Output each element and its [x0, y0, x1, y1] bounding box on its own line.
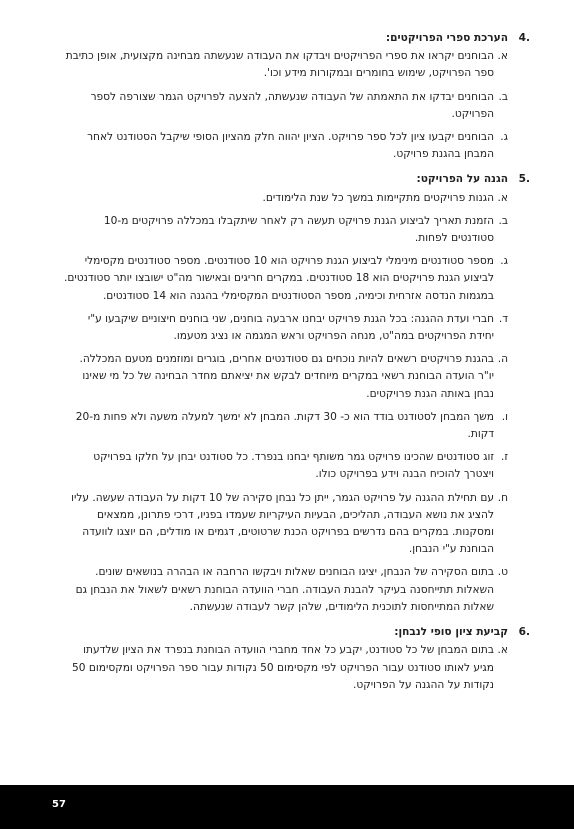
list-item-text: בתום המבחן של כל סטודנט, יקבע כל אחד מחברי הוועדה הבוחנת בנפרד את הציון שלדעתו מגיע לאותו סטודנט עבור הפרויקט לפי מקסימום 50 נקודות עבור ספר הפרויקט ומקסימום 50 נקודות על ההגנה על הפרויקט. [71, 644, 494, 691]
list-item-text: הבוחנים יקבעו ציון לכל ספר פרויקט. הציון יהווה חלק מהציון הסופי שיקבל הסטודנט לאחר המבחן בהגנת פרויקט. [87, 131, 494, 161]
list-item-text: בתום הסקירה של הנבחן, יציגו הבוחנים שאלות ויבקשו הרחבה או הבהרה בנושאים שונים. השאלות תתייחסנה בעיקר להבנת העבודה. חברי הוועדה הבוחנת רשאים לשאול את הנבחן גם שאלות המתייחסות לתוכנית הלימודים, שלהן קשר לעבודה שנעשתה. [75, 566, 494, 613]
list-item-text: חברי ועדת ההגנה: בכל הגנת פרויקט יבחנו ארבעה בוחנים, שני בוחנים חיצוניים שיקבעו ע"י יחידת הפרויקטים במה"ט, מנחה הפרויקט וראש המגמה או נציג מטעמו. [87, 312, 494, 343]
list-item [64, 253, 508, 305]
list-item [64, 564, 508, 616]
list-item [64, 409, 508, 443]
section [64, 30, 530, 163]
list-item-text: הבוחנים יקראו את ספרי הפרויקטים ויבדקו את העבודה שנעשתה מבחינה מקצועית, אופן כתיבת ספר הפרויקט, שימוש בחומרים ובמקורות מידע וכו'. [65, 50, 494, 80]
list-item [64, 129, 508, 163]
section-number: .6 [518, 626, 530, 639]
document-body [63, 30, 530, 702]
list-item [64, 311, 508, 345]
list-marker: ט. [497, 566, 508, 579]
list-item [64, 351, 508, 403]
section-title: הערכת ספרי הפרויקטים: [385, 32, 508, 44]
section-heading [64, 30, 530, 47]
section [63, 171, 530, 616]
list-marker: א. [497, 50, 508, 63]
list-item [64, 213, 508, 247]
list-marker: ג. [500, 255, 508, 268]
list-item-text: הזמנת תאריך לביצוע הגנת פרויקט תעשה רק לאחר שיתקבלו במכללה פרויקטים מ-10 סטודנטים לפחות. [103, 214, 494, 245]
section-title: קביעת ציון סופי לנבחן: [394, 626, 508, 639]
section-number: .5 [518, 173, 530, 186]
list-marker: ז. [500, 451, 508, 464]
list-item-text: הבוחנים יבדקו את התאמתה של העבודה שנעשתה, להצעה לפרויקט הגמר שצורפה לספר הפרויקט. [90, 90, 494, 120]
list-marker: ה. [497, 353, 508, 366]
list-marker: ג. [500, 131, 508, 144]
section-number: .4 [518, 32, 530, 44]
list-item-text: זוג סטודנטים שהכינו פרויקט גמר משותף יבחנו בנפרד. כל סטודנט יבחן על חלקו בפרויקט ויצטרך להוכיח הבנה וידע בפרויקט כולו. [93, 451, 494, 481]
list-item [64, 490, 508, 559]
section-title: הגנה על הפרויקט: [416, 173, 508, 186]
list-item-text: הגנות פרויקטים מתקיימות במשך כל שנת הלימודים. [262, 191, 494, 204]
section-heading [64, 171, 530, 188]
list-item [64, 48, 508, 82]
list-item-text: בהגנת פרויקטים רשאים להיות נוכחים גם סטודנטים אחרים, בוגרים ומוזמנים מטעם המכללה. יו"ר הועדה הבוחנת רשאי במקרים מיוחדים לבקש את יציאתם מחדר הבחינה של כל מי שאינו נבחן באותה הגנת פרויקטים. [79, 353, 494, 400]
list-item-text: עם תחילת ההגנה על פרויקט הגמר, ייתן כל נבחן סקירה של 10 דקות על העבודה שעשה. עליו להציג את נושא העבודה, תהליכים, הבעיות העיקריות שעמדו בפניו, דרכי פתרונן, ממצאים ומסקנות. במקרים בהם נדרשים בפרויקט הכנת שרטוטים, דגמים או מודלים, הם יוצגו לוועדה הבוחנת ע"י הנבחן. [71, 491, 494, 556]
list-item [64, 190, 508, 207]
section [64, 624, 530, 694]
list-item [64, 449, 508, 483]
list-marker: ד. [498, 312, 508, 325]
page-number: 57 [52, 799, 66, 810]
list-marker: א. [497, 644, 508, 657]
list-item-text: מספר סטודנטים מינימלי לביצוע הגנת פרויקט הוא 10 סטודנטים. מספר סטודנטים מקסימלי לביצוע הגנת פרויקטים הוא 18 סטודנטים. במקרים חריגים ובאישור מה"ט ישובצו יותר סטודנטים. במגמות הנדסה אזרחית וכימיה, מספר הסטודנטים המקסימלי בהגנה הוא 14 סטודנטים. [63, 255, 494, 302]
list-marker: א. [497, 191, 508, 204]
section-heading [64, 624, 530, 641]
list-item-text: משך המבחן לסטודנט בודד הוא כ- 30 דקות. המבחן לא ימשך למעלה משעה ולא פחות מ-20 דקות. [75, 410, 494, 441]
list-item [64, 89, 508, 123]
footer-bar [0, 785, 574, 829]
list-marker: ו. [501, 410, 508, 423]
list-item [64, 642, 508, 694]
list-marker: ח. [497, 491, 508, 504]
list-marker: ב. [498, 90, 508, 103]
list-marker: ב. [498, 214, 508, 227]
